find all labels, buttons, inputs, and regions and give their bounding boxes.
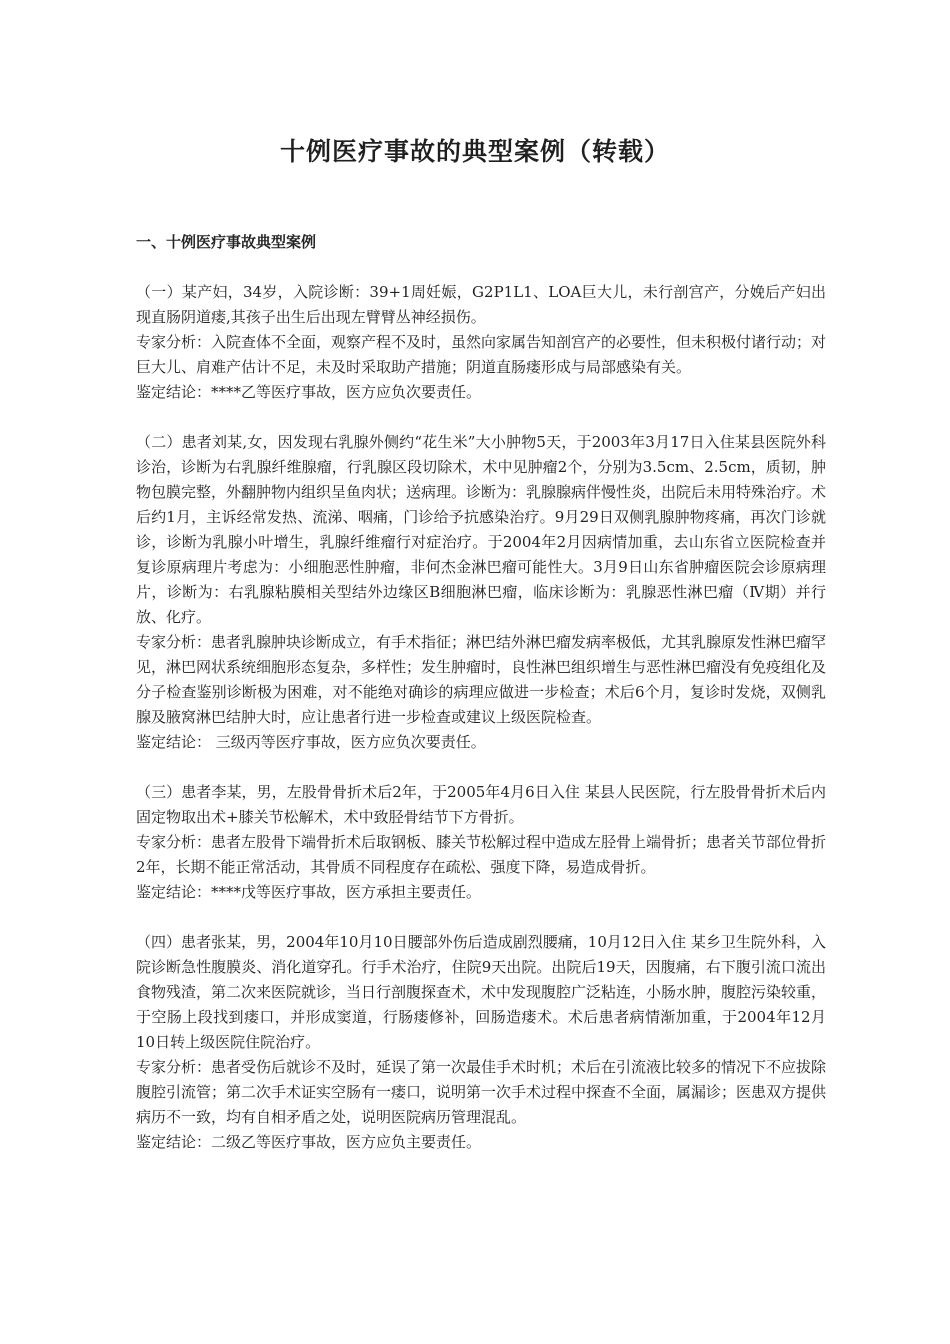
case-narrative: （四）患者张某，男，2004年10月10日腰部外伤后造成剧烈腰痛，10月12日入住 某乡卫生院外科，入院诊断急性腹膜炎、消化道穿孔。行手术治疗，住院9天出院。出院后19天，因腹痛，右下腹引流口流出食物残渣，第二次来医院就诊，当日行剖腹探查术，术中发现腹腔广泛粘连，小肠水肿，腹腔污染较重，于空肠上段找到瘘口，并形成窦道，行肠瘘修补，回肠造瘘术。术后患者病情渐加重，于2004年12月10日转上级医院住院治疗。 bbox=[136, 933, 827, 1051]
section-heading: 一、十例医疗事故典型案例 bbox=[136, 233, 317, 251]
appraisal-conclusion: 鉴定结论：****乙等医疗事故，医方应负次要责任。 bbox=[136, 383, 482, 401]
case-narrative: （二）患者刘某,女，因发现右乳腺外侧约“花生米”大小肿物5天，于2003年3月17日入住某县医院外科诊治，诊断为右乳腺纤维腺瘤，行乳腺区段切除术，术中见肿瘤2个，分别为3.5cm、2.5cm，质韧，肿物包膜完整，外翻肿物内组织呈鱼肉状；送病理。诊断为：乳腺腺病伴慢性炎，出院后未用特殊治疗。术后约1月，主诉经常发热、流涕、咽痛，门诊给予抗感染治疗。9月29日双侧乳腺肿物疼痛，再次门诊就诊，诊断为乳腺小叶增生，乳腺纤维瘤行对症治疗。于2004年2月因病情加重，去山东省立医院检查并复诊原病理片考虑为：小细胞恶性肿瘤，非何杰金淋巴瘤可能性大。3月9日山东省肿瘤医院会诊原病理片，诊断为：右乳腺粘膜相关型结外边缘区B细胞淋巴瘤，临床诊断为：乳腺恶性淋巴瘤（Ⅳ期）并行放、化疗。 bbox=[136, 433, 827, 626]
case-1 bbox=[136, 280, 826, 405]
page-title: 十例医疗事故的典型案例（转载） bbox=[279, 137, 670, 166]
expert-analysis: 专家分析：患者受伤后就诊不及时，延误了第一次最佳手术时机；术后在引流液比较多的情况下不应拔除腹腔引流管；第二次手术证实空肠有一瘘口，说明第一次手术过程中探查不全面，属漏诊；医患双方提供病历不一致，均有自相矛盾之处，说明医院病历管理混乱。 bbox=[136, 1058, 827, 1126]
appraisal-conclusion: 鉴定结论： 三级丙等医疗事故，医方应负次要责任。 bbox=[136, 733, 486, 751]
appraisal-conclusion: 鉴定结论：二级乙等医疗事故，医方应负主要责任。 bbox=[136, 1133, 482, 1151]
expert-analysis: 专家分析：患者乳腺肿块诊断成立，有手术指征；淋巴结外淋巴瘤发病率极低，尤其乳腺原发性淋巴瘤罕见，淋巴网状系统细胞形态复杂，多样性；发生肿瘤时，良性淋巴组织增生与恶性淋巴瘤没有免疫组化及分子检查鉴别诊断极为困难，对不能绝对确诊的病理应做进一步检查；术后6个月，复诊时发烧，双侧乳腺及腋窝淋巴结肿大时，应让患者行进一步检查或建议上级医院检查。 bbox=[136, 633, 827, 726]
case-narrative: （三）患者李某，男，左股骨骨折术后2年，于2005年4月6日入住 某县人民医院，行左股骨骨折术后内固定物取出术+膝关节松解术，术中致胫骨结节下方骨折。 bbox=[136, 783, 826, 826]
appraisal-conclusion: 鉴定结论：****戊等医疗事故，医方承担主要责任。 bbox=[136, 883, 482, 901]
expert-analysis: 专家分析：患者左股骨下端骨折术后取钢板、膝关节松解过程中造成左胫骨上端骨折；患者关节部位骨折2年，长期不能正常活动，其骨质不同程度存在疏松、强度下降，易造成骨折。 bbox=[136, 833, 827, 876]
document-body bbox=[136, 230, 826, 1180]
case-3 bbox=[136, 780, 826, 905]
case-4 bbox=[136, 930, 826, 1155]
case-2 bbox=[136, 430, 826, 755]
expert-analysis: 专家分析：入院查体不全面，观察产程不及时，虽然向家属告知剖宫产的必要性，但未积极付诸行动；对巨大儿、肩难产估计不足，未及时采取助产措施；阴道直肠瘘形成与局部感染有关。 bbox=[136, 333, 827, 376]
case-narrative: （一）某产妇，34岁，入院诊断：39+1周妊娠，G2P1L1、LOA巨大儿，未行剖宫产，分娩后产妇出现直肠阴道瘘,其孩子出生后出现左臂臂丛神经损伤。 bbox=[136, 283, 826, 326]
